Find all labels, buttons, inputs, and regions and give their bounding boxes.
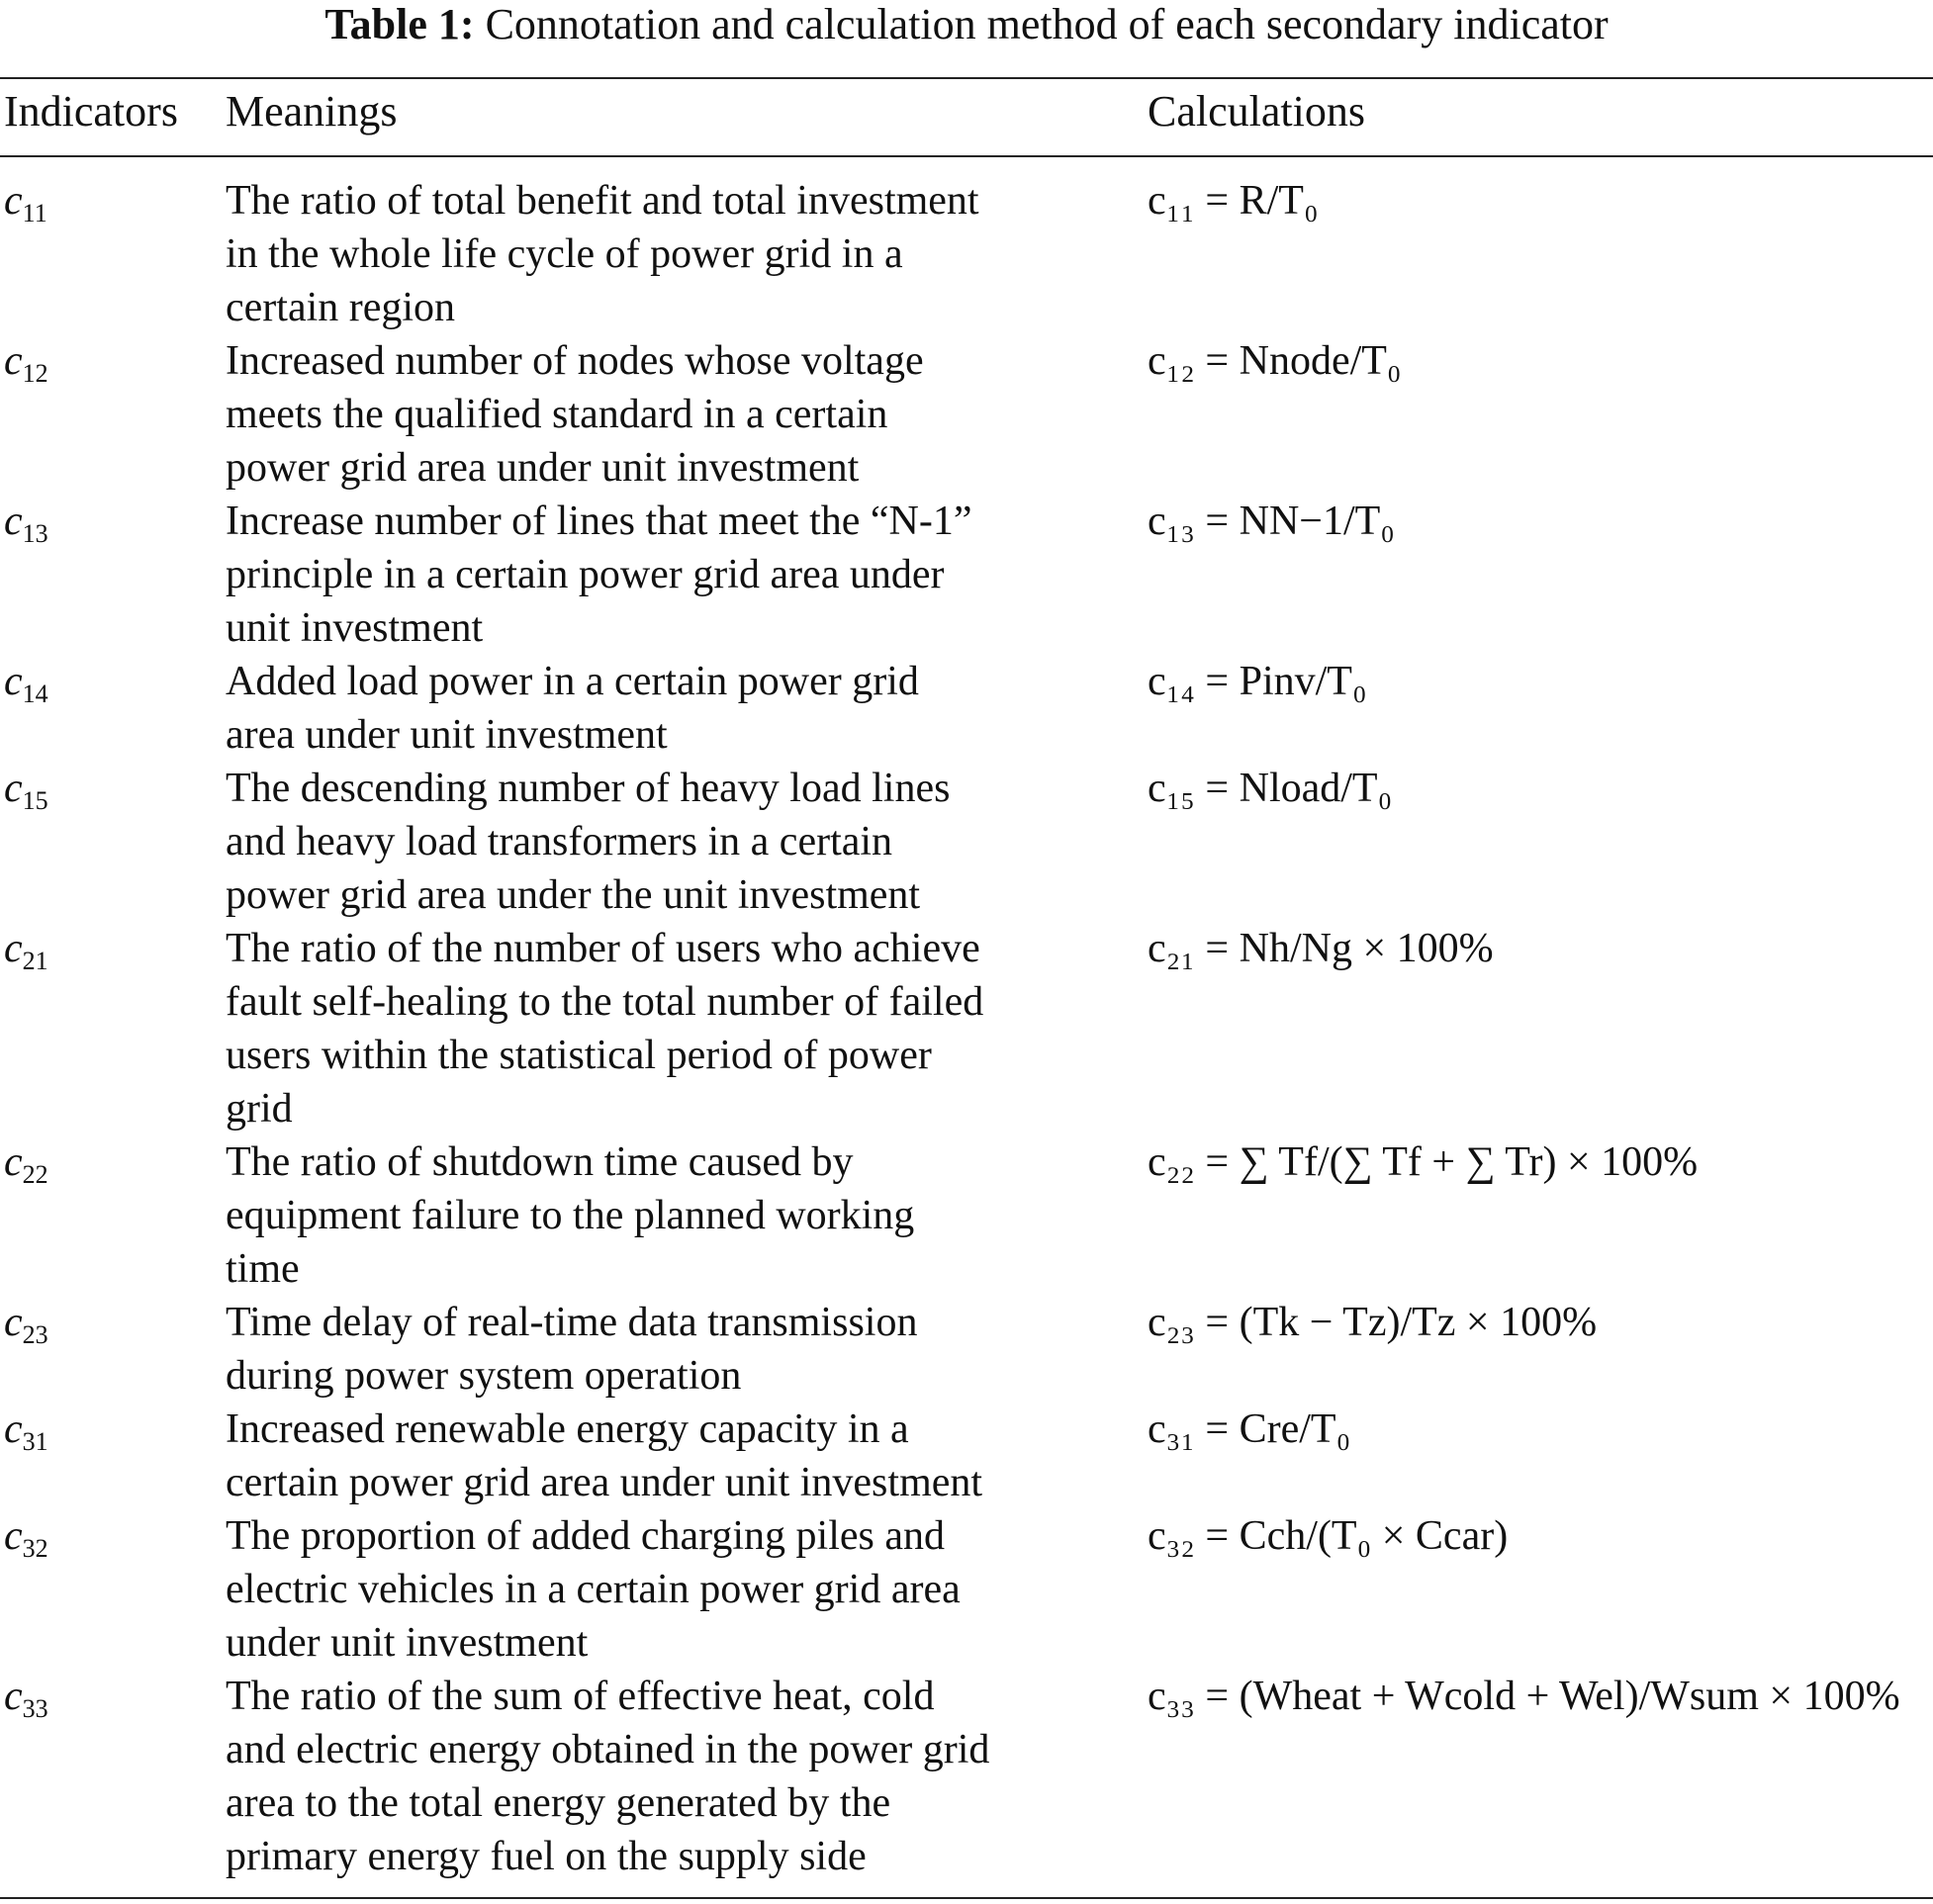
table-caption bbox=[0, 0, 1933, 49]
calculation-formula: c₃₃ = (Wheat + Wcold + Wel)/Wsum × 100% bbox=[1148, 1674, 1900, 1719]
indicator-subscript: 32 bbox=[22, 1534, 48, 1563]
indicator-subscript: 33 bbox=[22, 1694, 48, 1723]
header-indicators: Indicators bbox=[4, 87, 178, 136]
meaning-line: meets the qualified standard in a certain bbox=[226, 392, 888, 437]
header-rule bbox=[0, 155, 1933, 157]
indicator-cell bbox=[4, 495, 48, 561]
calculation-formula: c₂₁ = Nh/Ng × 100% bbox=[1148, 926, 1494, 971]
indicator-symbol: c bbox=[4, 1513, 23, 1559]
indicator-subscript: 13 bbox=[22, 519, 48, 548]
meaning-line: and heavy load transformers in a certain bbox=[226, 819, 893, 864]
indicator-cell bbox=[4, 1296, 48, 1362]
indicator-subscript: 21 bbox=[22, 947, 48, 975]
meaning-line: Increased number of nodes whose voltage bbox=[226, 338, 924, 384]
meaning-line: The descending number of heavy load lines bbox=[226, 766, 951, 811]
indicator-subscript: 14 bbox=[22, 680, 48, 708]
table-row bbox=[0, 922, 1933, 1135]
indicator-cell bbox=[4, 1670, 48, 1736]
meaning-cell bbox=[226, 495, 1136, 655]
meaning-line: The ratio of total benefit and total investment bbox=[226, 178, 979, 224]
table-body bbox=[0, 174, 1933, 1883]
meaning-cell bbox=[226, 174, 1136, 334]
meaning-line: certain region bbox=[226, 285, 456, 330]
meaning-line: The proportion of added charging piles and bbox=[226, 1513, 946, 1559]
table-row bbox=[0, 334, 1933, 495]
meaning-cell bbox=[226, 1670, 1136, 1883]
meaning-line: unit investment bbox=[226, 605, 484, 651]
meaning-line: in the whole life cycle of power grid in a bbox=[226, 231, 903, 277]
meaning-line: under unit investment bbox=[226, 1620, 589, 1666]
meaning-line: area to the total energy generated by the bbox=[226, 1780, 891, 1826]
meaning-cell bbox=[226, 1296, 1136, 1403]
indicator-cell bbox=[4, 762, 48, 828]
indicator-symbol: c bbox=[4, 178, 23, 224]
meaning-line: Added load power in a certain power grid bbox=[226, 659, 919, 704]
calculation-formula: c₁₅ = Nload/T₀ bbox=[1148, 766, 1393, 811]
table-row bbox=[0, 1403, 1933, 1509]
indicator-subscript: 11 bbox=[22, 199, 47, 227]
meaning-line: during power system operation bbox=[226, 1353, 742, 1399]
header-meanings: Meanings bbox=[226, 87, 398, 136]
calculation-formula: c₃₁ = Cre/T₀ bbox=[1148, 1406, 1351, 1452]
top-rule bbox=[0, 77, 1933, 79]
indicator-cell bbox=[4, 334, 48, 401]
meaning-line: equipment failure to the planned working bbox=[226, 1193, 915, 1238]
calculation-formula: c₁₄ = Pinv/T₀ bbox=[1148, 659, 1367, 704]
table-row bbox=[0, 1509, 1933, 1670]
indicator-symbol: c bbox=[4, 926, 23, 971]
meaning-line: principle in a certain power grid area under bbox=[226, 552, 945, 597]
indicator-symbol: c bbox=[4, 659, 23, 704]
indicator-symbol: c bbox=[4, 766, 23, 811]
indicator-subscript: 12 bbox=[22, 359, 48, 388]
indicator-symbol: c bbox=[4, 1674, 23, 1719]
table-row bbox=[0, 762, 1933, 922]
table-row bbox=[0, 1296, 1933, 1403]
calculation-formula: c₁₂ = Nnode/T₀ bbox=[1148, 338, 1402, 384]
meaning-cell bbox=[226, 922, 1136, 1135]
meaning-line: electric vehicles in a certain power grid area bbox=[226, 1567, 961, 1612]
indicator-symbol: c bbox=[4, 1139, 23, 1185]
meaning-line: The ratio of the sum of effective heat, cold bbox=[226, 1674, 935, 1719]
table-row bbox=[0, 495, 1933, 655]
meaning-line: The ratio of shutdown time caused by bbox=[226, 1139, 854, 1185]
indicator-subscript: 15 bbox=[22, 786, 48, 815]
indicator-cell bbox=[4, 174, 47, 240]
meaning-line: Increase number of lines that meet the “N-1” bbox=[226, 499, 972, 544]
table-header bbox=[0, 85, 1933, 144]
meaning-line: Time delay of real-time data transmission bbox=[226, 1300, 918, 1345]
meaning-line: time bbox=[226, 1246, 300, 1292]
table-row bbox=[0, 1670, 1933, 1883]
indicator-cell bbox=[4, 655, 48, 721]
meaning-line: grid bbox=[226, 1086, 293, 1132]
indicator-subscript: 22 bbox=[22, 1160, 48, 1189]
meaning-line: users within the statistical period of power bbox=[226, 1033, 932, 1078]
calculation-formula: c₂₃ = (Tk − Tz)/Tz × 100% bbox=[1148, 1300, 1598, 1345]
meaning-line: fault self-healing to the total number of failed bbox=[226, 979, 984, 1025]
caption-text: Connotation and calculation method of each secondary indicator bbox=[485, 0, 1609, 48]
header-calculations: Calculations bbox=[1148, 87, 1365, 136]
meaning-cell bbox=[226, 1135, 1136, 1296]
indicator-symbol: c bbox=[4, 338, 23, 384]
calculation-formula: c₁₁ = R/T₀ bbox=[1148, 178, 1319, 224]
table-row bbox=[0, 1135, 1933, 1296]
meaning-line: Increased renewable energy capacity in a bbox=[226, 1406, 909, 1452]
indicator-symbol: c bbox=[4, 1406, 23, 1452]
indicator-cell bbox=[4, 1403, 48, 1469]
meaning-line: primary energy fuel on the supply side bbox=[226, 1834, 867, 1879]
calculation-formula: c₁₃ = NN−1/T₀ bbox=[1148, 499, 1395, 544]
meaning-line: certain power grid area under unit investment bbox=[226, 1460, 983, 1505]
table-row bbox=[0, 174, 1933, 334]
meaning-cell bbox=[226, 1403, 1136, 1509]
table-row bbox=[0, 655, 1933, 762]
meaning-line: The ratio of the number of users who achieve bbox=[226, 926, 980, 971]
indicator-cell bbox=[4, 1135, 48, 1202]
meaning-line: power grid area under unit investment bbox=[226, 445, 860, 491]
meaning-cell bbox=[226, 762, 1136, 922]
indicator-symbol: c bbox=[4, 1300, 23, 1345]
indicator-cell bbox=[4, 922, 48, 988]
calculation-formula: c₃₂ = Cch/(T₀ × Ccar) bbox=[1148, 1513, 1509, 1559]
indicator-subscript: 23 bbox=[22, 1320, 48, 1349]
indicator-subscript: 31 bbox=[22, 1427, 48, 1456]
meaning-cell bbox=[226, 655, 1136, 762]
meaning-line: area under unit investment bbox=[226, 712, 668, 758]
meaning-cell bbox=[226, 334, 1136, 495]
meaning-line: power grid area under the unit investment bbox=[226, 872, 921, 918]
calculation-formula: c₂₂ = ∑ Tf/(∑ Tf + ∑ Tr) × 100% bbox=[1148, 1139, 1699, 1185]
meaning-line: and electric energy obtained in the power grid bbox=[226, 1727, 990, 1772]
indicator-symbol: c bbox=[4, 499, 23, 544]
caption-label: Table 1: bbox=[324, 0, 475, 48]
indicator-cell bbox=[4, 1509, 48, 1576]
bottom-rule bbox=[0, 1897, 1933, 1899]
meaning-cell bbox=[226, 1509, 1136, 1670]
